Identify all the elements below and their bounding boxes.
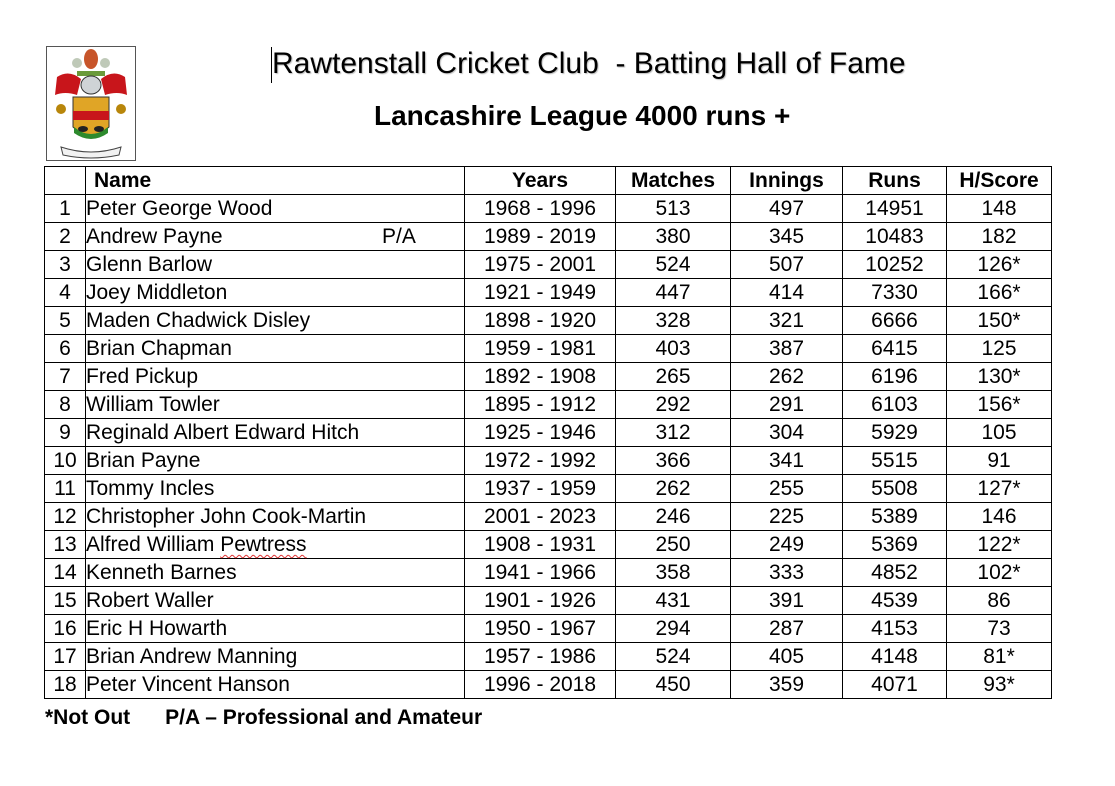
table-row bbox=[45, 587, 1052, 615]
hscore-cell: 91 bbox=[947, 447, 1052, 475]
name-text: Christopher John Cook-Martin bbox=[86, 505, 367, 528]
table-row bbox=[45, 531, 1052, 559]
matches-cell: 312 bbox=[616, 419, 731, 447]
name-cell bbox=[86, 251, 465, 279]
name-text: Tommy Incles bbox=[86, 477, 215, 500]
club-crest-logo bbox=[46, 46, 136, 161]
innings-cell: 262 bbox=[731, 363, 843, 391]
name-text: Kenneth Barnes bbox=[86, 561, 237, 584]
hscore-cell: 130* bbox=[947, 363, 1052, 391]
runs-cell: 10252 bbox=[843, 251, 947, 279]
page-subtitle: Lancashire League 4000 runs + bbox=[374, 100, 791, 131]
table-row bbox=[45, 475, 1052, 503]
rank-cell: 6 bbox=[45, 335, 86, 363]
years-cell: 1892 - 1908 bbox=[465, 363, 616, 391]
rank-cell: 8 bbox=[45, 391, 86, 419]
innings-cell: 341 bbox=[731, 447, 843, 475]
name-cell bbox=[86, 671, 465, 699]
name-cell bbox=[86, 643, 465, 671]
matches-cell: 380 bbox=[616, 223, 731, 251]
table-row bbox=[45, 615, 1052, 643]
rank-cell: 17 bbox=[45, 643, 86, 671]
table-row bbox=[45, 195, 1052, 223]
runs-cell: 14951 bbox=[843, 195, 947, 223]
table-row bbox=[45, 335, 1052, 363]
hscore-cell: 127* bbox=[947, 475, 1052, 503]
hscore-cell: 150* bbox=[947, 307, 1052, 335]
years-cell: 1989 - 2019 bbox=[465, 223, 616, 251]
years-cell: 1975 - 2001 bbox=[465, 251, 616, 279]
col-header-innings: Innings bbox=[731, 167, 843, 195]
name-text: Reginald Albert Edward Hitch bbox=[86, 421, 360, 444]
name-cell bbox=[86, 503, 465, 531]
hscore-cell: 182 bbox=[947, 223, 1052, 251]
runs-cell: 7330 bbox=[843, 279, 947, 307]
rank-cell: 11 bbox=[45, 475, 86, 503]
table-row bbox=[45, 447, 1052, 475]
years-cell: 1898 - 1920 bbox=[465, 307, 616, 335]
hscore-cell: 125 bbox=[947, 335, 1052, 363]
rank-cell: 4 bbox=[45, 279, 86, 307]
rank-cell: 9 bbox=[45, 419, 86, 447]
name-text: Glenn Barlow bbox=[86, 253, 213, 276]
matches-cell: 450 bbox=[616, 671, 731, 699]
rank-cell: 13 bbox=[45, 531, 86, 559]
matches-cell: 265 bbox=[616, 363, 731, 391]
runs-cell: 4071 bbox=[843, 671, 947, 699]
rank-cell: 7 bbox=[45, 363, 86, 391]
rank-cell: 18 bbox=[45, 671, 86, 699]
hscore-cell: 156* bbox=[947, 391, 1052, 419]
innings-cell: 321 bbox=[731, 307, 843, 335]
name-text: Eric H Howarth bbox=[86, 617, 228, 640]
hscore-cell: 93* bbox=[947, 671, 1052, 699]
years-cell: 1968 - 1996 bbox=[465, 195, 616, 223]
matches-cell: 294 bbox=[616, 615, 731, 643]
col-header-rank bbox=[45, 167, 86, 195]
name-text: Alfred William bbox=[86, 533, 221, 556]
hscore-cell: 105 bbox=[947, 419, 1052, 447]
years-cell: 1895 - 1912 bbox=[465, 391, 616, 419]
hscore-cell: 102* bbox=[947, 559, 1052, 587]
innings-cell: 291 bbox=[731, 391, 843, 419]
hscore-cell: 146 bbox=[947, 503, 1052, 531]
table-row bbox=[45, 503, 1052, 531]
runs-cell: 4852 bbox=[843, 559, 947, 587]
runs-cell: 5389 bbox=[843, 503, 947, 531]
matches-cell: 447 bbox=[616, 279, 731, 307]
matches-cell: 366 bbox=[616, 447, 731, 475]
runs-cell: 6103 bbox=[843, 391, 947, 419]
matches-cell: 328 bbox=[616, 307, 731, 335]
name-cell bbox=[86, 335, 465, 363]
innings-cell: 249 bbox=[731, 531, 843, 559]
name-cell bbox=[86, 531, 465, 559]
runs-cell: 4153 bbox=[843, 615, 947, 643]
table-row bbox=[45, 251, 1052, 279]
innings-cell: 391 bbox=[731, 587, 843, 615]
years-cell: 1941 - 1966 bbox=[465, 559, 616, 587]
runs-cell: 6415 bbox=[843, 335, 947, 363]
name-text: Brian Payne bbox=[86, 449, 201, 472]
matches-cell: 250 bbox=[616, 531, 731, 559]
matches-cell: 358 bbox=[616, 559, 731, 587]
name-cell bbox=[86, 447, 465, 475]
rank-cell: 16 bbox=[45, 615, 86, 643]
innings-cell: 497 bbox=[731, 195, 843, 223]
matches-cell: 513 bbox=[616, 195, 731, 223]
innings-cell: 304 bbox=[731, 419, 843, 447]
table-header-row bbox=[45, 167, 1052, 195]
hscore-cell: 86 bbox=[947, 587, 1052, 615]
years-cell: 1959 - 1981 bbox=[465, 335, 616, 363]
col-header-name: Name bbox=[86, 167, 465, 195]
name-cell bbox=[86, 615, 465, 643]
matches-cell: 246 bbox=[616, 503, 731, 531]
runs-cell: 6666 bbox=[843, 307, 947, 335]
table-row bbox=[45, 671, 1052, 699]
table-row bbox=[45, 391, 1052, 419]
hscore-cell: 148 bbox=[947, 195, 1052, 223]
runs-cell: 4539 bbox=[843, 587, 947, 615]
rank-cell: 1 bbox=[45, 195, 86, 223]
name-text: Fred Pickup bbox=[86, 365, 199, 388]
years-cell: 1908 - 1931 bbox=[465, 531, 616, 559]
hscore-cell: 126* bbox=[947, 251, 1052, 279]
innings-cell: 359 bbox=[731, 671, 843, 699]
footnote-legend: *Not Out P/A – Professional and Amateur bbox=[45, 706, 483, 729]
name-text: Peter Vincent Hanson bbox=[86, 673, 290, 696]
runs-cell: 5929 bbox=[843, 419, 947, 447]
runs-cell: 5508 bbox=[843, 475, 947, 503]
runs-cell: 5369 bbox=[843, 531, 947, 559]
pro-amateur-tag: P/A bbox=[382, 225, 416, 248]
matches-cell: 431 bbox=[616, 587, 731, 615]
table-row bbox=[45, 363, 1052, 391]
years-cell: 1925 - 1946 bbox=[465, 419, 616, 447]
matches-cell: 403 bbox=[616, 335, 731, 363]
name-text: Robert Waller bbox=[86, 589, 214, 612]
table-row bbox=[45, 223, 1052, 251]
table-row bbox=[45, 419, 1052, 447]
runs-cell: 5515 bbox=[843, 447, 947, 475]
name-cell bbox=[86, 587, 465, 615]
years-cell: 1972 - 1992 bbox=[465, 447, 616, 475]
name-cell bbox=[86, 223, 465, 251]
name-cell bbox=[86, 279, 465, 307]
name-cell bbox=[86, 363, 465, 391]
col-header-runs: Runs bbox=[843, 167, 947, 195]
page-title: Rawtenstall Cricket Club - Batting Hall of Fame bbox=[272, 47, 906, 80]
innings-cell: 414 bbox=[731, 279, 843, 307]
runs-cell: 10483 bbox=[843, 223, 947, 251]
hscore-cell: 81* bbox=[947, 643, 1052, 671]
name-text: William Towler bbox=[86, 393, 220, 416]
matches-cell: 292 bbox=[616, 391, 731, 419]
table-row bbox=[45, 279, 1052, 307]
name-text: Brian Andrew Manning bbox=[86, 645, 298, 668]
rank-cell: 14 bbox=[45, 559, 86, 587]
innings-cell: 255 bbox=[731, 475, 843, 503]
years-cell: 1950 - 1967 bbox=[465, 615, 616, 643]
table-row bbox=[45, 643, 1052, 671]
hall-of-fame-table bbox=[44, 166, 1052, 699]
rank-cell: 2 bbox=[45, 223, 86, 251]
name-cell bbox=[86, 195, 465, 223]
rank-cell: 10 bbox=[45, 447, 86, 475]
innings-cell: 507 bbox=[731, 251, 843, 279]
hscore-cell: 166* bbox=[947, 279, 1052, 307]
name-cell bbox=[86, 419, 465, 447]
rank-cell: 5 bbox=[45, 307, 86, 335]
hscore-cell: 122* bbox=[947, 531, 1052, 559]
matches-cell: 524 bbox=[616, 643, 731, 671]
innings-cell: 333 bbox=[731, 559, 843, 587]
matches-cell: 262 bbox=[616, 475, 731, 503]
runs-cell: 4148 bbox=[843, 643, 947, 671]
rank-cell: 3 bbox=[45, 251, 86, 279]
crest-icon bbox=[47, 47, 135, 160]
name-cell bbox=[86, 559, 465, 587]
innings-cell: 405 bbox=[731, 643, 843, 671]
spellcheck-flagged-word[interactable]: Pewtress bbox=[220, 533, 307, 556]
name-cell bbox=[86, 391, 465, 419]
name-text: Peter George Wood bbox=[86, 197, 273, 220]
rank-cell: 12 bbox=[45, 503, 86, 531]
runs-cell: 6196 bbox=[843, 363, 947, 391]
name-text: Joey Middleton bbox=[86, 281, 228, 304]
innings-cell: 287 bbox=[731, 615, 843, 643]
col-header-matches: Matches bbox=[616, 167, 731, 195]
innings-cell: 345 bbox=[731, 223, 843, 251]
col-header-years: Years bbox=[465, 167, 616, 195]
innings-cell: 387 bbox=[731, 335, 843, 363]
innings-cell: 225 bbox=[731, 503, 843, 531]
years-cell: 2001 - 2023 bbox=[465, 503, 616, 531]
table-row bbox=[45, 559, 1052, 587]
years-cell: 1996 - 2018 bbox=[465, 671, 616, 699]
hscore-cell: 73 bbox=[947, 615, 1052, 643]
name-cell bbox=[86, 307, 465, 335]
matches-cell: 524 bbox=[616, 251, 731, 279]
years-cell: 1957 - 1986 bbox=[465, 643, 616, 671]
rank-cell: 15 bbox=[45, 587, 86, 615]
years-cell: 1937 - 1959 bbox=[465, 475, 616, 503]
col-header-hscore: H/Score bbox=[947, 167, 1052, 195]
years-cell: 1901 - 1926 bbox=[465, 587, 616, 615]
name-text: Andrew Payne bbox=[86, 225, 223, 248]
name-cell bbox=[86, 475, 465, 503]
name-text: Brian Chapman bbox=[86, 337, 232, 360]
table-row bbox=[45, 307, 1052, 335]
name-text: Maden Chadwick Disley bbox=[86, 309, 311, 332]
years-cell: 1921 - 1949 bbox=[465, 279, 616, 307]
